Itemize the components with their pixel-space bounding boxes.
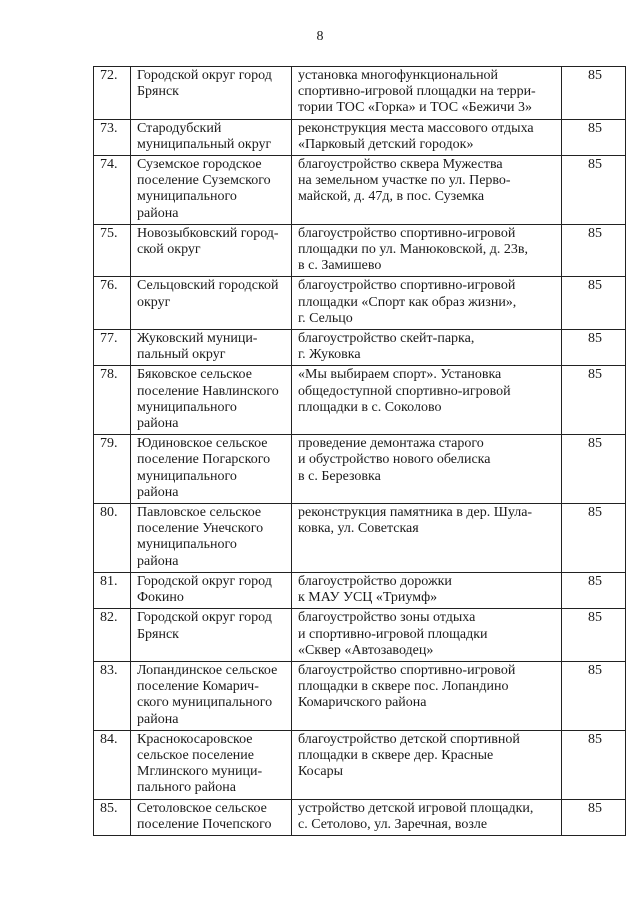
municipality-line: района: [137, 416, 179, 432]
table-row: [94, 661, 626, 730]
municipality-line: муниципального: [137, 189, 237, 205]
row-number: 80.: [94, 504, 131, 573]
municipality-line: муниципальный округ: [137, 136, 272, 152]
municipality-cell: [131, 67, 292, 120]
municipality-line: района: [137, 553, 179, 569]
table-row: [94, 156, 626, 225]
project-line: площадки в с. Соколово: [298, 399, 442, 415]
page-number: 8: [316, 29, 324, 44]
table-row: [94, 330, 626, 366]
municipality-cell: [131, 224, 292, 277]
municipality-line: Юдиновское сельское: [137, 436, 268, 452]
amount-cell: 85: [562, 67, 626, 120]
project-line: Косары: [298, 764, 343, 780]
row-number: 83.: [94, 661, 131, 730]
municipality-cell: [131, 661, 292, 730]
row-number: 85.: [94, 799, 131, 835]
municipality-line: поселение Комарич-: [137, 679, 259, 695]
project-cell: [292, 156, 562, 225]
project-line: благоустройство спортивно-игровой: [298, 278, 516, 294]
amount-cell: 85: [562, 119, 626, 155]
municipality-cell: [131, 504, 292, 573]
project-cell: [292, 119, 562, 155]
municipality-line: пального района: [137, 780, 236, 796]
project-line: реконструкция памятника в дер. Шула-: [298, 505, 533, 521]
municipality-cell: [131, 277, 292, 330]
municipality-line: сельское поселение: [137, 747, 254, 763]
table-row: [94, 730, 626, 799]
project-line: майской, д. 47д, в пос. Суземка: [298, 189, 485, 205]
project-cell: [292, 224, 562, 277]
project-cell: [292, 730, 562, 799]
municipality-line: района: [137, 711, 179, 727]
amount-cell: 85: [562, 224, 626, 277]
municipality-cell: [131, 435, 292, 504]
project-line: площадки в сквере пос. Лопандино: [298, 679, 509, 695]
table-row: [94, 224, 626, 277]
municipality-line: Жуковский муници-: [137, 331, 258, 347]
municipality-cell: [131, 156, 292, 225]
amount-cell: 85: [562, 504, 626, 573]
project-line: благоустройство спортивно-игровой: [298, 662, 516, 678]
project-line: благоустройство сквера Мужества: [298, 157, 503, 173]
table-row: [94, 366, 626, 435]
project-line: устройство детской игровой площадки,: [298, 800, 534, 816]
project-line: благоустройство скейт-парка,: [298, 331, 475, 347]
project-line: «Мы выбираем спорт». Установка: [298, 367, 502, 383]
project-line: благоустройство детской спортивной: [298, 731, 520, 747]
project-line: и спортивно-игровой площадки: [298, 626, 488, 642]
project-line: в с. Березовка: [298, 468, 381, 484]
municipality-line: Стародубский: [137, 120, 222, 136]
municipality-line: поселение Почепского: [137, 816, 272, 832]
row-number: 76.: [94, 277, 131, 330]
project-cell: [292, 330, 562, 366]
municipality-line: муниципального: [137, 399, 237, 415]
table-row: [94, 609, 626, 662]
row-number: 77.: [94, 330, 131, 366]
project-line: благоустройство дорожки: [298, 573, 452, 589]
row-number: 81.: [94, 572, 131, 608]
municipality-line: Бяковское сельское: [137, 367, 252, 383]
project-line: благоустройство зоны отдыха: [298, 610, 476, 626]
project-cell: [292, 609, 562, 662]
row-number: 72.: [94, 67, 131, 120]
table-row: [94, 435, 626, 504]
project-line: г. Жуковка: [298, 347, 361, 363]
row-number: 75.: [94, 224, 131, 277]
project-line: и обустройство нового обелиска: [298, 452, 491, 468]
amount-cell: 85: [562, 435, 626, 504]
municipality-line: Павловское сельское: [137, 505, 262, 521]
municipality-line: Лопандинское сельское: [137, 662, 278, 678]
municipality-line: Сетоловское сельское: [137, 800, 267, 816]
project-cell: [292, 277, 562, 330]
municipality-line: района: [137, 205, 179, 221]
project-cell: [292, 572, 562, 608]
table-row: [94, 119, 626, 155]
table-body: [94, 67, 626, 836]
municipality-line: пальный округ: [137, 347, 226, 363]
municipality-line: Городской округ город: [137, 610, 272, 626]
municipality-line: Сельцовский городской: [137, 278, 279, 294]
project-cell: [292, 435, 562, 504]
municipality-cell: [131, 330, 292, 366]
project-line: «Парковый детский городок»: [298, 136, 474, 152]
project-line: тории ТОС «Горка» и ТОС «Бежичи 3»: [298, 100, 533, 116]
municipality-cell: [131, 572, 292, 608]
project-line: установка многофункциональной: [298, 68, 499, 83]
project-cell: [292, 67, 562, 120]
project-cell: [292, 504, 562, 573]
amount-cell: 85: [562, 572, 626, 608]
amount-cell: 85: [562, 609, 626, 662]
project-line: г. Сельцо: [298, 310, 353, 326]
municipality-line: района: [137, 484, 179, 500]
municipality-line: Суземское городское: [137, 157, 262, 173]
municipality-line: Брянск: [137, 626, 179, 642]
project-cell: [292, 366, 562, 435]
amount-cell: 85: [562, 366, 626, 435]
project-line: реконструкция места массового отдыха: [298, 120, 534, 136]
municipality-line: Мглинского муници-: [137, 764, 263, 780]
municipality-line: Краснокосаровское: [137, 731, 253, 747]
row-number: 73.: [94, 119, 131, 155]
project-line: «Сквер «Автозаводец»: [298, 642, 434, 658]
row-number: 84.: [94, 730, 131, 799]
municipality-cell: [131, 609, 292, 662]
municipality-line: муниципального: [137, 537, 237, 553]
municipality-line: Городской округ город: [137, 68, 272, 83]
project-line: с. Сетолово, ул. Заречная, возле: [298, 816, 488, 832]
row-number: 74.: [94, 156, 131, 225]
table-row: [94, 799, 626, 835]
municipality-line: поселение Погарского: [137, 452, 271, 468]
municipality-cell: [131, 799, 292, 835]
project-line: площадки «Спорт как образ жизни»,: [298, 294, 517, 310]
municipality-line: поселение Унечского: [137, 521, 264, 537]
municipality-cell: [131, 366, 292, 435]
municipality-line: ского муниципального: [137, 695, 273, 711]
project-cell: [292, 799, 562, 835]
project-line: к МАУ УСЦ «Триумф»: [298, 590, 438, 606]
municipality-line: Городской округ город: [137, 573, 272, 589]
project-line: площадки по ул. Манюковской, д. 23в,: [298, 242, 529, 258]
project-line: благоустройство спортивно-игровой: [298, 225, 516, 241]
table-row: [94, 572, 626, 608]
project-line: площадки в сквере дер. Красные: [298, 747, 494, 763]
project-line: Комаричского района: [298, 695, 427, 711]
amount-cell: 85: [562, 330, 626, 366]
project-cell: [292, 661, 562, 730]
project-line: на земельном участке по ул. Перво-: [298, 173, 511, 189]
project-line: ковка, ул. Советская: [298, 521, 419, 537]
municipality-line: поселение Навлинского: [137, 383, 279, 399]
municipality-line: Новозыбковский город-: [137, 225, 279, 241]
municipality-line: Брянск: [137, 84, 179, 100]
amount-cell: 85: [562, 661, 626, 730]
row-number: 82.: [94, 609, 131, 662]
municipality-line: округ: [137, 294, 171, 310]
project-line: спортивно-игровой площадки на терри-: [298, 84, 536, 100]
amount-cell: 85: [562, 799, 626, 835]
municipality-line: Фокино: [137, 590, 184, 606]
row-number: 78.: [94, 366, 131, 435]
municipality-line: муниципального: [137, 468, 237, 484]
projects-table: [93, 66, 626, 836]
table-row: [94, 504, 626, 573]
project-line: проведение демонтажа старого: [298, 436, 484, 452]
project-line: в с. Замишево: [298, 258, 382, 274]
row-number: 79.: [94, 435, 131, 504]
table-row: [94, 277, 626, 330]
municipality-cell: [131, 730, 292, 799]
amount-cell: 85: [562, 277, 626, 330]
amount-cell: 85: [562, 156, 626, 225]
municipality-line: ской округ: [137, 242, 201, 258]
municipality-cell: [131, 119, 292, 155]
table-row: [94, 67, 626, 120]
municipality-line: поселение Суземского: [137, 173, 271, 189]
project-line: общедоступной спортивно-игровой: [298, 383, 511, 399]
amount-cell: 85: [562, 730, 626, 799]
